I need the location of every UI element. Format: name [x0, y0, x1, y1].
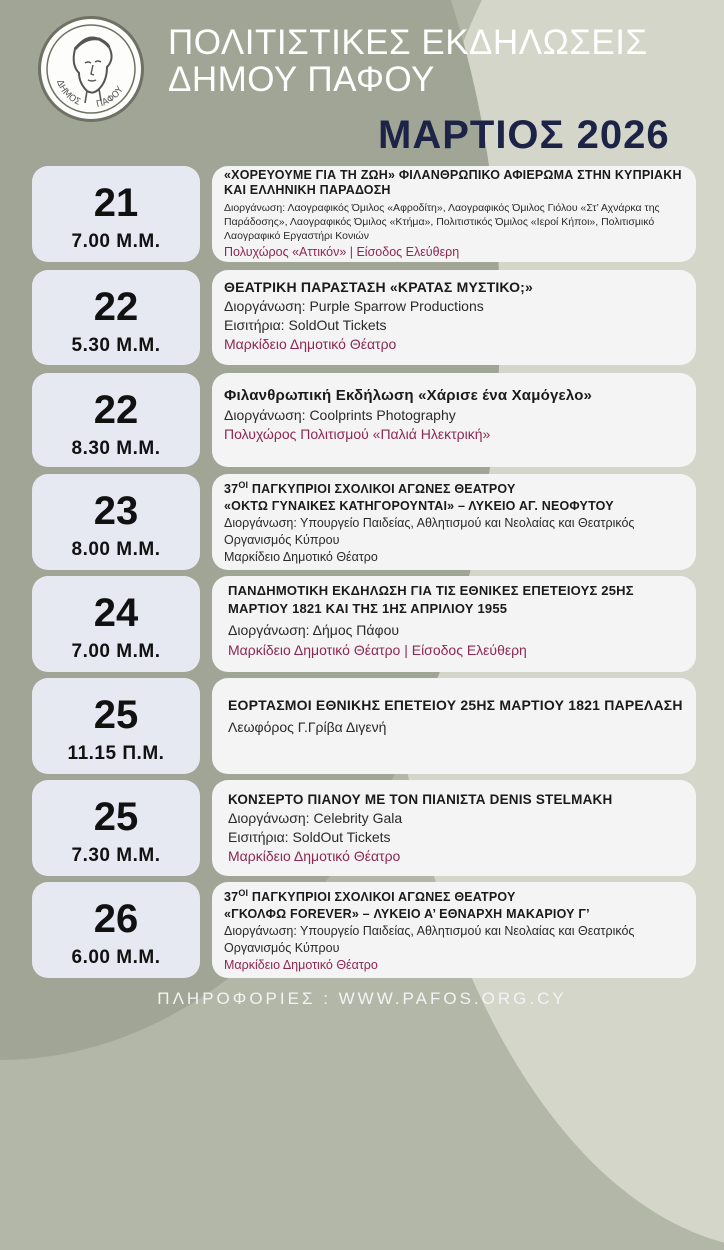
- logo-text-right: ΠΑΦΟΥ: [95, 85, 126, 111]
- event-row: [32, 373, 696, 467]
- event-row: [32, 166, 696, 262]
- event-title-rest: ΦΙΛΑΝΘΡΩΠΙΚΟ ΑΦΙΕΡΩΜΑ ΣΤΗΝ ΚΥΠΡΙΑΚΗ ΚΑΙ ΕΛΛΗΝΙΚΗ ΠΑΡΑΔΟΣΗ: [224, 168, 682, 197]
- event-date-box: [32, 373, 200, 467]
- footer-info: ΠΛΗΡΟΦΟΡΙΕΣ : WWW.PAFOS.ORG.CY: [157, 989, 567, 1008]
- event-tickets: Εισιτήρια: SoldOut Tickets: [224, 317, 387, 333]
- event-organizer: Διοργάνωση: Coolprints Photography: [224, 407, 456, 423]
- event-date-box: [32, 882, 200, 978]
- event-title: [224, 168, 688, 198]
- title-line-2: ΔΗΜΟΥ ΠΑΦΟΥ: [168, 60, 435, 99]
- event-title-line-1: ΠΑΓΚΥΠΡΙΟΙ ΣΧΟΛΙΚΟΙ ΑΓΩΝΕΣ ΘΕΑΤΡΟΥ: [251, 482, 516, 497]
- event-organizer: Διοργάνωση: Υπουργείο Παιδείας, Αθλητισμού και Νεολαίας και Θεατρικός Οργανισμός Κύπρου: [224, 516, 635, 548]
- event-info-box: [212, 576, 696, 672]
- event-info-box: [212, 882, 696, 978]
- event-time: 7.30 Μ.Μ.: [71, 845, 161, 866]
- event-day: 23: [93, 489, 139, 533]
- event-title-number: 37: [224, 890, 239, 905]
- event-date-box: [32, 576, 200, 672]
- event-date-box: [32, 166, 200, 262]
- event-venue: Μαρκίδειο Δημοτικό Θέατρο: [228, 848, 401, 864]
- event-time: 7.00 Μ.Μ.: [71, 641, 161, 662]
- event-date-box: [32, 474, 200, 570]
- event-time: 11.15 Π.Μ.: [67, 743, 165, 764]
- event-title-line-1: ΠΑΓΚΥΠΡΙΟΙ ΣΧΟΛΙΚΟΙ ΑΓΩΝΕΣ ΘΕΑΤΡΟΥ: [251, 890, 516, 905]
- event-date-box: [32, 270, 200, 365]
- event-venue: Μαρκίδειο Δημοτικό Θέατρο: [224, 958, 378, 973]
- event-tickets: Εισιτήρια: SoldOut Tickets: [228, 829, 391, 845]
- event-organizer: Διοργάνωση: Υπουργείο Παιδείας, Αθλητισμού και Νεολαίας και Θεατρικός Οργανισμός Κύπρου: [224, 924, 635, 956]
- event-day: 25: [93, 795, 139, 839]
- event-title: [224, 885, 688, 906]
- event-title: ΘΕΑΤΡΙΚΗ ΠΑΡΑΣΤΑΣΗ «ΚΡΑΤΑΣ ΜΥΣΤΙΚΟ;»: [224, 279, 534, 295]
- event-row: [32, 780, 696, 876]
- event-venue: Μαρκίδειο Δημοτικό Θέατρο: [224, 550, 378, 565]
- event-time: 7.00 Μ.Μ.: [71, 231, 161, 252]
- event-organizer: Διοργάνωση: Celebrity Gala: [228, 810, 403, 826]
- event-organizer: Διοργάνωση: Λαογραφικός Όμιλος «Αφροδίτη», Λαογραφικός Όμιλος Γιόλου «Στ’ Αχνάρκα της Παράδοσης», Λαογραφικός Όμιλος «Κτήμα», Πολιτιστικός Όμιλος «Ιεροί Κήποι», Πολιτισμικό Λαογραφικό Εργαστήρι Κονιών: [224, 202, 660, 242]
- event-info-box: [212, 780, 696, 876]
- event-organizer: Διοργάνωση: Δήμος Πάφου: [228, 622, 400, 638]
- event-row: [32, 678, 696, 774]
- event-title: Φιλανθρωπική Εκδήλωση «Χάρισε ένα Χαμόγελο»: [224, 387, 593, 404]
- event-venue: Μαρκίδειο Δημοτικό Θέατρο | Είσοδος Ελεύθερη: [228, 642, 527, 658]
- event-title-line-2: «ΟΚΤΩ ΓΥΝΑΙΚΕΣ ΚΑΤΗΓΟΡΟΥΝΤΑΙ» – ΛΥΚΕΙΟ ΑΓ. ΝΕΟΦΥΤΟΥ: [224, 499, 614, 514]
- event-title-line-2: «ΓΚΟΛΦΩ FOREVER» – ΛΥΚΕΙΟ Α’ ΕΘΝΑΡΧΗ ΜΑΚΑΡΙΟΥ Γ’: [224, 907, 590, 922]
- event-day: 21: [93, 181, 139, 225]
- event-day: 25: [93, 693, 139, 737]
- event-time: 5.30 Μ.Μ.: [71, 335, 161, 356]
- event-time: 8.30 Μ.Μ.: [71, 438, 161, 459]
- event-info-box: [212, 270, 696, 365]
- event-title-ordinal: ΟΙ: [238, 480, 249, 490]
- event-time: 6.00 Μ.Μ.: [71, 947, 161, 968]
- event-date-box: [32, 678, 200, 774]
- event-venue: Πολυχώρος «Αττικόν» | Είσοδος Ελεύθερη: [224, 245, 460, 259]
- event-organizer: Διοργάνωση: Purple Sparrow Productions: [224, 298, 484, 314]
- event-date-box: [32, 780, 200, 876]
- month-heading: ΜΑΡΤΙΟΣ 2026: [378, 113, 670, 157]
- event-venue: Πολυχώρος Πολιτισμού «Παλιά Ηλεκτρική»: [224, 426, 491, 442]
- event-row: [32, 270, 696, 365]
- event-info-box: [212, 166, 696, 262]
- event-info-box: [212, 678, 696, 774]
- event-title: ΚΟΝΣΕΡΤΟ ΠΙΑΝΟΥ ΜΕ ΤΟΝ ΠΙΑΝΙΣΤΑ DENIS STELMAKH: [228, 792, 613, 807]
- event-info-box: [212, 474, 696, 570]
- event-venue: Λεωφόρος Γ.Γρίβα Διγενή: [228, 719, 387, 735]
- title-line-1: ΠΟΛΙΤΙΣΤΙΚΕΣ ΕΚΔΗΛΩΣΕΙΣ: [168, 23, 648, 62]
- event-day: 22: [93, 388, 139, 432]
- event-title: ΕΟΡΤΑΣΜΟΙ ΕΘΝΙΚΗΣ ΕΠΕΤΕΙΟΥ 25ΗΣ ΜΑΡΤΙΟΥ 1821 ΠΑΡΕΛΑΣΗ: [228, 697, 683, 713]
- event-title-number: 37: [224, 482, 239, 497]
- event-row: [32, 882, 696, 978]
- event-title-ordinal: ΟΙ: [238, 888, 249, 898]
- event-row: [32, 474, 696, 570]
- event-venue: Μαρκίδειο Δημοτικό Θέατρο: [224, 336, 397, 352]
- event-info-box: [212, 373, 696, 467]
- event-day: 26: [93, 897, 139, 941]
- event-title: [224, 477, 688, 498]
- event-day: 22: [93, 285, 139, 329]
- logo-text-left: ΔΗΜΟΣ: [54, 78, 82, 108]
- event-time: 8.00 Μ.Μ.: [71, 539, 161, 560]
- event-row: [32, 576, 696, 672]
- event-title: ΠΑΝΔΗΜΟΤΙΚΗ ΕΚΔΗΛΩΣΗ ΓΙΑ ΤΙΣ ΕΘΝΙΚΕΣ ΕΠΕΤΕΙΟΥΣ 25ΗΣ ΜΑΡΤΙΟΥ 1821 ΚΑΙ ΤΗΣ 1ΗΣ ΑΠΡΙΛΙΟΥ 1955: [228, 583, 634, 616]
- event-day: 24: [93, 591, 139, 635]
- event-title-bold: «ΧΟΡΕΥΟΥΜΕ ΓΙΑ ΤΗ ΖΩΗ»: [224, 168, 396, 182]
